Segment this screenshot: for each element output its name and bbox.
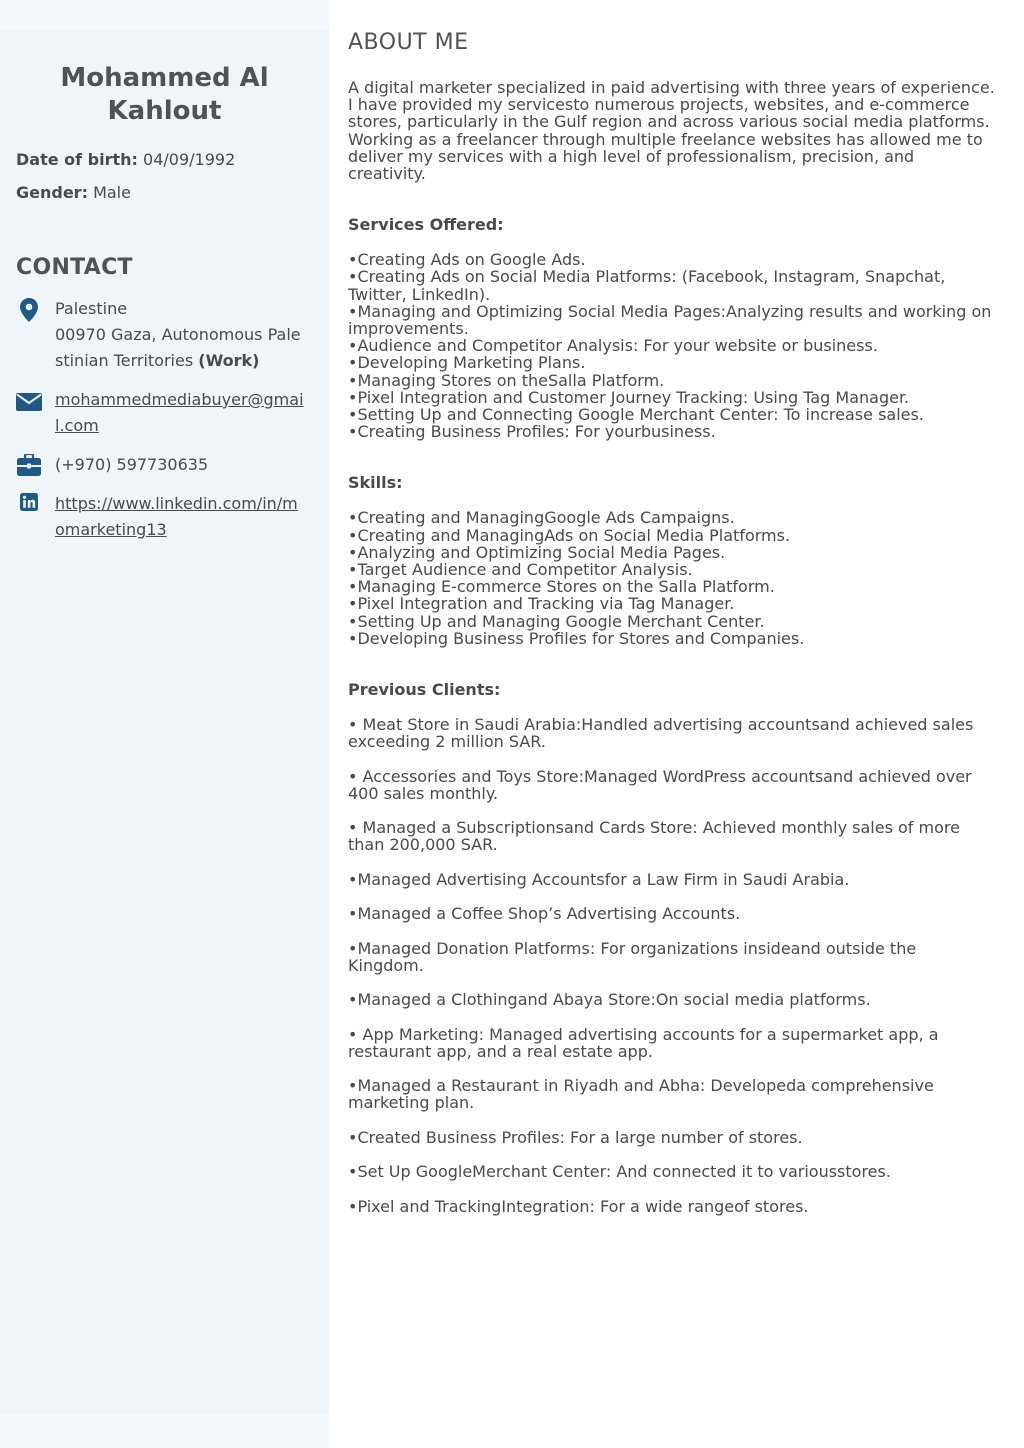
address-line-1: Palestine	[55, 299, 128, 318]
sidebar-top-band	[0, 0, 329, 30]
list-item: •Set Up GoogleMerchant Center: And connected it to variousstores.	[348, 1162, 891, 1182]
list-item: •Audience and Competitor Analysis: For your website or business.	[348, 336, 878, 356]
list-item: •Creating Ads on Social Media Platforms: (Facebook, Instagram, Snapchat, Twitter, LinkedIn).	[348, 267, 946, 304]
list-item: •Managing Stores on theSalla Platform.	[348, 370, 665, 390]
list-item: •Creating and ManagingGoogle Ads Campaigns.	[348, 508, 735, 528]
skills-heading: Skills:	[348, 473, 403, 493]
list-item: •Setting Up and Managing Google Merchant Center.	[348, 611, 765, 631]
candidate-name: Mohammed Al Kahlout	[60, 63, 269, 126]
list-item: •Managed a Coffee Shop’s Advertising Accounts.	[348, 904, 741, 924]
contact-email	[16, 387, 313, 439]
list-item: •Developing Business Profiles for Stores and Companies.	[348, 628, 805, 648]
sidebar	[0, 0, 329, 1448]
gender-value: Male	[93, 183, 131, 202]
phone-number: (+970) 597730635	[55, 455, 209, 474]
list-item: •Creating Ads on Google Ads.	[348, 250, 586, 270]
list-item: •Managed a Restaurant in Riyadh and Abha: Developeda comprehensive marketing plan.	[348, 1076, 934, 1113]
contact-address	[16, 296, 313, 374]
contact-heading: CONTACT	[16, 255, 133, 280]
about-heading: ABOUT ME	[348, 30, 469, 55]
date-of-birth	[16, 150, 313, 170]
list-item: •Managing E-commerce Stores on the Salla Platform.	[348, 577, 775, 597]
location-pin-icon	[16, 296, 42, 322]
about-text: A digital marketer specialized in paid advertising with three years of experience. I have provided my servicesto numerous projects, websites, and e-commerce stores, particularly in the Gulf region and across various social media platforms. Working as a freelancer through multiple freelance websites has allowed me to deliver my services with a high level of professionalism, precision, and creativity.	[348, 78, 995, 184]
list-item: •Pixel Integration and Customer Journey Tracking: Using Tag Manager.	[348, 387, 910, 407]
address-tag: (Work)	[198, 351, 260, 370]
envelope-icon	[16, 387, 42, 411]
list-item: •Creating Business Profiles: For yourbusiness.	[348, 422, 716, 442]
list-item: •Managed Advertising Accountsfor a Law Firm in Saudi Arabia.	[348, 869, 850, 889]
list-item: •Managed a Clothingand Abaya Store:On social media platforms.	[348, 990, 871, 1010]
main-content	[329, 0, 1024, 1448]
list-item: •Setting Up and Connecting Google Merchant Center: To increase sales.	[348, 405, 924, 425]
list-item: •Developing Marketing Plans.	[348, 353, 586, 373]
list-item: •Target Audience and Competitor Analysis.	[348, 560, 693, 580]
sidebar-bottom-band	[0, 1414, 329, 1448]
skills-list	[348, 509, 996, 647]
address-line-2	[55, 322, 307, 374]
gender-label: Gender:	[16, 183, 88, 202]
list-item: •Creating and ManagingAds on Social Media Platforms.	[348, 525, 791, 545]
gender	[16, 183, 313, 203]
list-item: •Managing and Optimizing Social Media Pages:Analyzing results and working on improvements.	[348, 301, 992, 339]
list-item: •Pixel and TrackingIntegration: For a wide rangeof stores.	[348, 1196, 809, 1216]
linkedin-link[interactable]: https://www.linkedin.com/in/momarketing13	[55, 494, 298, 539]
services-list	[348, 251, 996, 440]
list-item: • Meat Store in Saudi Arabia:Handled advertising accountsand achieved sales exceeding 2 million SAR.	[348, 715, 974, 752]
contact-linkedin	[16, 491, 313, 543]
email-link[interactable]: mohammedmediabuyer@gmail.com	[55, 390, 304, 435]
dob-value: 04/09/1992	[143, 150, 236, 169]
dob-label: Date of birth:	[16, 150, 138, 169]
list-item: • Managed a Subscriptionsand Cards Store: Achieved monthly sales of more than 200,000 SAR.	[348, 818, 960, 855]
address-line-2-text: 00970 Gaza, Autonomous Palestinian Territories	[55, 325, 301, 370]
list-item: • App Marketing: Managed advertising accounts for a supermarket app, a restaurant app, and a real estate app.	[348, 1024, 939, 1061]
list-item: •Managed Donation Platforms: For organizations insideand outside the Kingdom.	[348, 938, 917, 975]
list-item: •Pixel Integration and Tracking via Tag Manager.	[348, 594, 735, 614]
list-item: •Analyzing and Optimizing Social Media Pages.	[348, 542, 726, 562]
briefcase-icon	[16, 452, 42, 476]
clients-list	[348, 716, 996, 1215]
list-item: • Accessories and Toys Store:Managed WordPress accountsand achieved over 400 sales monthly.	[348, 766, 972, 803]
contact-phone	[16, 452, 313, 478]
linkedin-icon	[16, 491, 42, 511]
list-item: •Created Business Profiles: For a large number of stores.	[348, 1127, 803, 1147]
services-heading: Services Offered:	[348, 215, 504, 235]
clients-heading: Previous Clients:	[348, 680, 501, 700]
